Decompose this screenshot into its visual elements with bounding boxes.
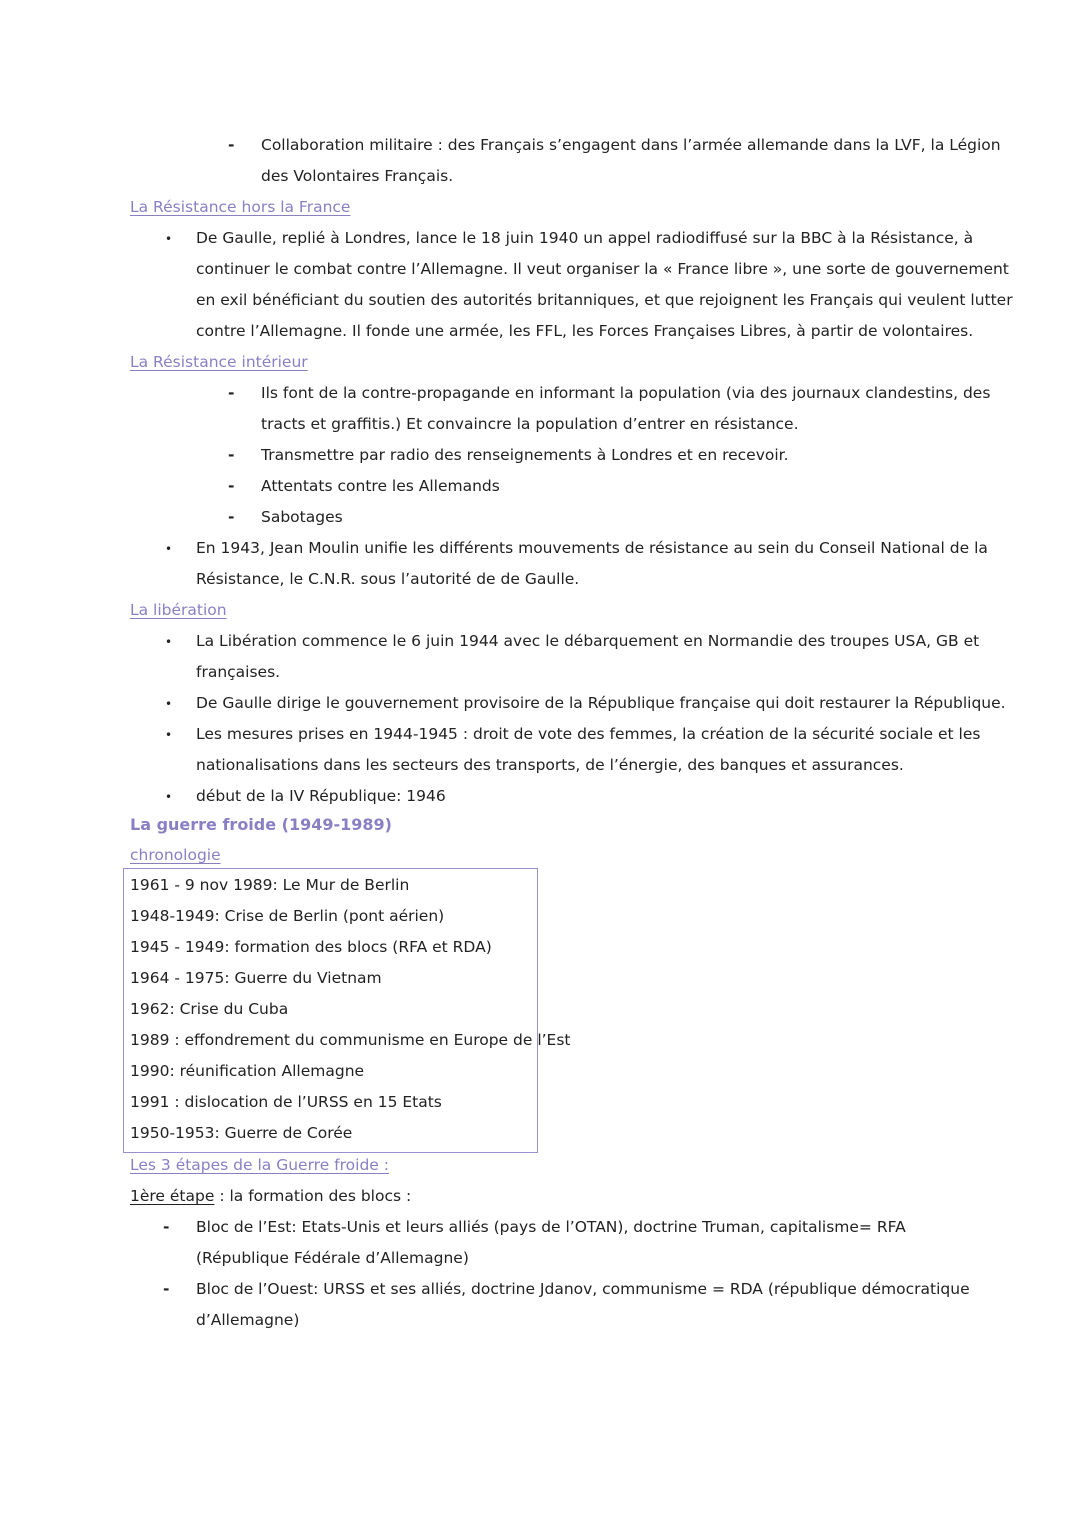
chronologie-item: 1991 : dislocation de l’URSS en 15 Etats [130, 1093, 442, 1111]
chronologie-item: 1989 : effondrement du communisme en Europe de l’Est [130, 1031, 571, 1049]
heading-chronologie: chronologie [130, 846, 221, 864]
chronologie-item: 1948-1949: Crise de Berlin (pont aérien) [130, 907, 445, 925]
liberation-bullet-1b: françaises. [196, 663, 281, 681]
liberation-bullet-1a: La Libération commence le 6 juin 1944 avec le débarquement en Normandie des troupes USA, GB et [196, 632, 980, 650]
resistance-hors-line-3: en exil bénéficiant du soutien des autorités britanniques, et que rejoignent les Français qui veulent lutter [196, 291, 1013, 309]
resistance-int-dash-1b: tracts et graffitis.) Et convaincre la population d’entrer en résistance. [261, 415, 799, 433]
chronologie-item: 1962: Crise du Cuba [130, 1000, 289, 1018]
heading-guerre-froide: La guerre froide (1949-1989) [130, 815, 392, 834]
etape-1-bloc-est-a: Bloc de l’Est: Etats-Unis et leurs alliés (pays de l’OTAN), doctrine Truman, capitalisme= RFA [196, 1218, 906, 1236]
bullet-marker [165, 785, 173, 808]
resistance-int-dash-4: Sabotages [261, 508, 343, 526]
etape-1-bloc-est-b: (République Fédérale d’Allemagne) [196, 1249, 469, 1267]
resistance-int-dash-2: Transmettre par radio des renseignements à Londres et en recevoir. [261, 446, 789, 464]
chronologie-item: 1964 - 1975: Guerre du Vietnam [130, 969, 382, 987]
liberation-bullet-3b: nationalisations dans les secteurs des transports, de l’énergie, des banques et assurances. [196, 756, 904, 774]
etape-1-text: : la formation des blocs : [214, 1187, 412, 1205]
resistance-hors-line-1: De Gaulle, replié à Londres, lance le 18 juin 1940 un appel radiodiffusé sur la BBC à la Résistance, à [196, 229, 974, 247]
resistance-int-bullet-1b: Résistance, le C.N.R. sous l’autorité de de Gaulle. [196, 570, 580, 588]
heading-liberation: La libération [130, 601, 227, 619]
bullet-marker [165, 692, 173, 715]
resistance-int-dash-3: Attentats contre les Allemands [261, 477, 500, 495]
etape-1-label: 1ère étape [130, 1187, 215, 1205]
etape-1-line [130, 1185, 411, 1207]
dash-marker [228, 506, 238, 528]
etape-1-bloc-ouest-a: Bloc de l’Ouest: URSS et ses alliés, doctrine Jdanov, communisme = RDA (république démocratique [196, 1280, 970, 1298]
dash-marker [228, 475, 238, 497]
chronologie-item: 1950-1953: Guerre de Corée [130, 1124, 353, 1142]
dash-marker [228, 382, 238, 404]
heading-resistance-hors: La Résistance hors la France [130, 198, 351, 216]
collab-line-1: Collaboration militaire : des Français s’engagent dans l’armée allemande dans la LVF, la Légion [261, 136, 1001, 154]
dash-marker [228, 134, 238, 156]
chronologie-item: 1990: réunification Allemagne [130, 1062, 365, 1080]
resistance-int-bullet-1a: En 1943, Jean Moulin unifie les différents mouvements de résistance au sein du Conseil National de la [196, 539, 988, 557]
bullet-marker [165, 227, 173, 250]
resistance-hors-line-2: continuer le combat contre l’Allemagne. Il veut organiser la « France libre », une sorte de gouvernement [196, 260, 1009, 278]
resistance-hors-line-4: contre l’Allemagne. Il fonde une armée, les FFL, les Forces Françaises Libres, à partir de volontaires. [196, 322, 974, 340]
dash-marker [163, 1216, 173, 1238]
etape-1-bloc-ouest-b: d’Allemagne) [196, 1311, 300, 1329]
bullet-marker [165, 537, 173, 560]
heading-etapes: Les 3 étapes de la Guerre froide : [130, 1156, 389, 1174]
chronologie-item: 1961 - 9 nov 1989: Le Mur de Berlin [130, 876, 410, 894]
resistance-int-dash-1a: Ils font de la contre-propagande en informant la population (via des journaux clandestins, des [261, 384, 991, 402]
dash-marker [228, 444, 238, 466]
heading-resistance-interieur: La Résistance intérieur [130, 353, 308, 371]
bullet-marker [165, 630, 173, 653]
bullet-marker [165, 723, 173, 746]
liberation-bullet-3a: Les mesures prises en 1944-1945 : droit de vote des femmes, la création de la sécurité sociale et les [196, 725, 981, 743]
collab-line-2: des Volontaires Français. [261, 167, 454, 185]
liberation-bullet-2: De Gaulle dirige le gouvernement provisoire de la République française qui doit restaurer la République. [196, 694, 1006, 712]
dash-marker [163, 1278, 173, 1300]
liberation-bullet-4: début de la IV République: 1946 [196, 787, 446, 805]
chronologie-item: 1945 - 1949: formation des blocs (RFA et RDA) [130, 938, 492, 956]
